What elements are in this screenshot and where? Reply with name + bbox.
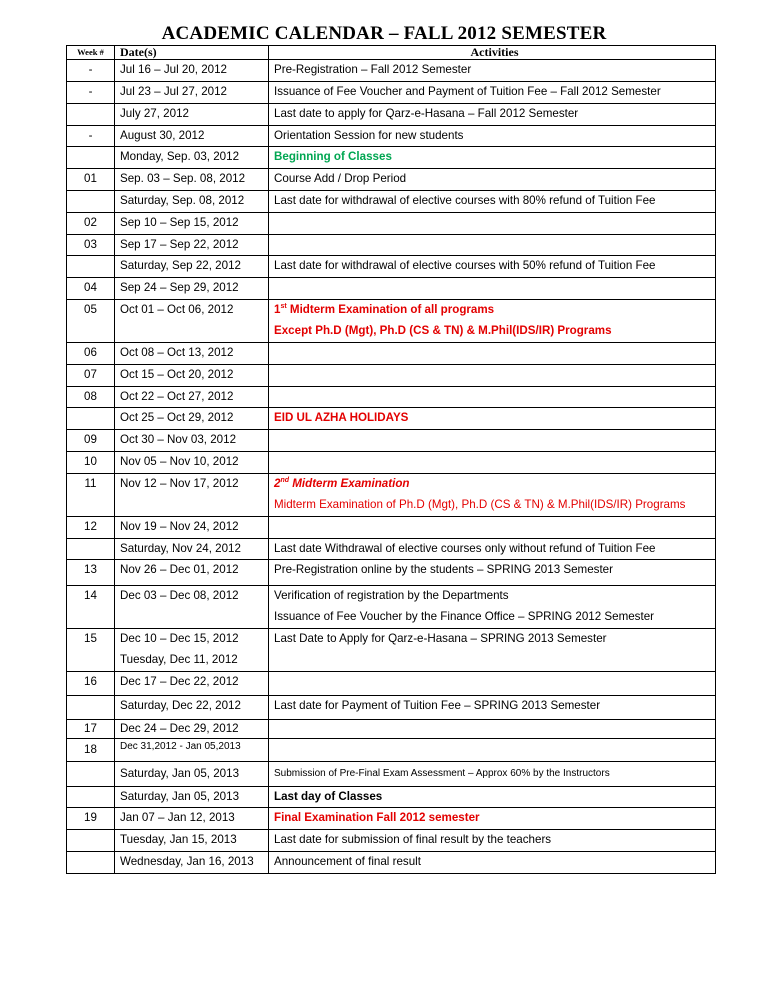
table-header-row xyxy=(67,46,716,60)
table-row xyxy=(67,473,716,516)
date-cell: Dec 31,2012 - Jan 05,2013 xyxy=(115,738,269,761)
week-cell: 11 xyxy=(67,473,115,516)
date-cell: Sep 10 – Sep 15, 2012 xyxy=(115,212,269,234)
activity-cell: Last date for submission of final result by the teachers xyxy=(269,830,716,852)
activity-cell: EID UL AZHA HOLIDAYS xyxy=(269,408,716,430)
date-cell xyxy=(115,628,269,671)
activity-cell: Submission of Pre-Final Exam Assessment – Approx 60% by the Instructors xyxy=(269,761,716,786)
table-row xyxy=(67,451,716,473)
activity-cell: Issuance of Fee Voucher and Payment of Tuition Fee – Fall 2012 Semester xyxy=(269,81,716,103)
date-cell: Jan 07 – Jan 12, 2013 xyxy=(115,808,269,830)
date-cell: Sep. 03 – Sep. 08, 2012 xyxy=(115,169,269,191)
date-cell: Saturday, Dec 22, 2012 xyxy=(115,695,269,719)
date-cell: Oct 30 – Nov 03, 2012 xyxy=(115,430,269,452)
date-cell: Dec 03 – Dec 08, 2012 xyxy=(115,586,269,629)
table-row xyxy=(67,364,716,386)
activity-cell: Final Examination Fall 2012 semester xyxy=(269,808,716,830)
week-cell: 10 xyxy=(67,451,115,473)
table-row xyxy=(67,386,716,408)
table-row xyxy=(67,830,716,852)
calendar-table xyxy=(66,45,716,874)
activity-cell xyxy=(269,473,716,516)
date-cell: Wednesday, Jan 16, 2013 xyxy=(115,851,269,873)
activity-cell xyxy=(269,386,716,408)
week-cell xyxy=(67,761,115,786)
date-cell: Sep 24 – Sep 29, 2012 xyxy=(115,278,269,300)
week-cell: - xyxy=(67,125,115,147)
activity-cell: Last date for withdrawal of elective courses with 50% refund of Tuition Fee xyxy=(269,256,716,278)
table-row xyxy=(67,190,716,212)
table-row xyxy=(67,586,716,629)
week-cell: 07 xyxy=(67,364,115,386)
table-row xyxy=(67,342,716,364)
table-row xyxy=(67,430,716,452)
date-cell: Jul 16 – Jul 20, 2012 xyxy=(115,60,269,82)
table-row xyxy=(67,408,716,430)
date-cell: Oct 22 – Oct 27, 2012 xyxy=(115,386,269,408)
date-cell: Oct 25 – Oct 29, 2012 xyxy=(115,408,269,430)
week-cell: 12 xyxy=(67,516,115,538)
week-cell: 04 xyxy=(67,278,115,300)
activity-cell xyxy=(269,671,716,695)
table-row xyxy=(67,103,716,125)
table-row xyxy=(67,738,716,761)
table-row xyxy=(67,256,716,278)
table-row xyxy=(67,212,716,234)
activity-cell xyxy=(269,430,716,452)
activity-cell xyxy=(269,738,716,761)
table-row xyxy=(67,786,716,808)
table-row xyxy=(67,169,716,191)
week-cell xyxy=(67,190,115,212)
date-cell: Saturday, Sep 22, 2012 xyxy=(115,256,269,278)
date-cell: Saturday, Sep. 08, 2012 xyxy=(115,190,269,212)
activity-line: Verification of registration by the Departments xyxy=(274,589,509,603)
table-row xyxy=(67,538,716,560)
week-cell: 06 xyxy=(67,342,115,364)
date-cell: August 30, 2012 xyxy=(115,125,269,147)
date-cell: Saturday, Jan 05, 2013 xyxy=(115,786,269,808)
ordinal-number: 2 xyxy=(274,476,281,490)
activity-text: Midterm Examination xyxy=(289,476,410,490)
ordinal-suffix: st xyxy=(280,303,287,311)
activity-cell: Announcement of final result xyxy=(269,851,716,873)
activity-cell: Beginning of Classes xyxy=(269,147,716,169)
date-line-2: Tuesday, Dec 11, 2012 xyxy=(120,652,238,666)
week-cell: 18 xyxy=(67,738,115,761)
activity-cell xyxy=(269,278,716,300)
table-row xyxy=(67,560,716,586)
week-cell xyxy=(67,147,115,169)
dates-header: Date(s) xyxy=(115,46,269,60)
date-cell: Saturday, Nov 24, 2012 xyxy=(115,538,269,560)
week-cell xyxy=(67,695,115,719)
activity-cell xyxy=(269,342,716,364)
date-cell: Nov 19 – Nov 24, 2012 xyxy=(115,516,269,538)
table-row xyxy=(67,808,716,830)
activity-cell xyxy=(269,516,716,538)
date-cell: Dec 17 – Dec 22, 2012 xyxy=(115,671,269,695)
activity-cell xyxy=(269,364,716,386)
week-cell xyxy=(67,830,115,852)
date-cell: July 27, 2012 xyxy=(115,103,269,125)
activity-line xyxy=(274,474,715,495)
date-cell: Oct 01 – Oct 06, 2012 xyxy=(115,299,269,342)
table-row xyxy=(67,81,716,103)
table-row xyxy=(67,125,716,147)
week-cell xyxy=(67,851,115,873)
table-row xyxy=(67,299,716,342)
activity-cell xyxy=(269,719,716,738)
activity-line xyxy=(274,300,715,321)
table-row xyxy=(67,234,716,256)
activity-cell: Last Date to Apply for Qarz-e-Hasana – SPRING 2013 Semester xyxy=(269,628,716,671)
week-cell: 09 xyxy=(67,430,115,452)
week-cell: - xyxy=(67,60,115,82)
activity-cell: Last date for Payment of Tuition Fee – SPRING 2013 Semester xyxy=(269,695,716,719)
date-cell: Dec 24 – Dec 29, 2012 xyxy=(115,719,269,738)
week-cell xyxy=(67,786,115,808)
date-cell: Nov 26 – Dec 01, 2012 xyxy=(115,560,269,586)
week-cell: 03 xyxy=(67,234,115,256)
week-cell: 01 xyxy=(67,169,115,191)
table-row xyxy=(67,516,716,538)
table-row xyxy=(67,671,716,695)
date-cell: Oct 15 – Oct 20, 2012 xyxy=(115,364,269,386)
week-cell: 02 xyxy=(67,212,115,234)
week-cell: 15 xyxy=(67,628,115,671)
week-cell: 08 xyxy=(67,386,115,408)
table-row xyxy=(67,60,716,82)
activity-cell: Last day of Classes xyxy=(269,786,716,808)
activity-cell xyxy=(269,212,716,234)
activity-cell: Last date to apply for Qarz-e-Hasana – Fall 2012 Semester xyxy=(269,103,716,125)
date-cell: Jul 23 – Jul 27, 2012 xyxy=(115,81,269,103)
activity-cell xyxy=(269,299,716,342)
activity-cell: Orientation Session for new students xyxy=(269,125,716,147)
activity-cell xyxy=(269,234,716,256)
table-row xyxy=(67,147,716,169)
table-row xyxy=(67,695,716,719)
activity-cell: Pre-Registration – Fall 2012 Semester xyxy=(269,60,716,82)
week-cell: 05 xyxy=(67,299,115,342)
ordinal-number: 1 xyxy=(274,302,281,316)
activity-cell: Last date Withdrawal of elective courses only without refund of Tuition Fee xyxy=(269,538,716,560)
activity-line-2: Except Ph.D (Mgt), Ph.D (CS & TN) & M.Phil(IDS/IR) Programs xyxy=(274,323,612,337)
week-cell xyxy=(67,103,115,125)
date-cell: Tuesday, Jan 15, 2013 xyxy=(115,830,269,852)
activity-cell xyxy=(269,586,716,629)
week-cell xyxy=(67,408,115,430)
week-cell: 14 xyxy=(67,586,115,629)
table-row xyxy=(67,628,716,671)
date-line: Dec 10 – Dec 15, 2012 xyxy=(120,631,239,645)
date-cell: Oct 08 – Oct 13, 2012 xyxy=(115,342,269,364)
week-cell: - xyxy=(67,81,115,103)
page-title: ACADEMIC CALENDAR – FALL 2012 SEMESTER xyxy=(161,23,607,44)
ordinal-suffix: nd xyxy=(280,476,290,484)
activities-header: Activities xyxy=(269,46,716,60)
activity-cell xyxy=(269,451,716,473)
table-row xyxy=(67,851,716,873)
week-cell: 16 xyxy=(67,671,115,695)
activity-cell: Last date for withdrawal of elective courses with 80% refund of Tuition Fee xyxy=(269,190,716,212)
date-cell: Saturday, Jan 05, 2013 xyxy=(115,761,269,786)
date-cell: Monday, Sep. 03, 2012 xyxy=(115,147,269,169)
activity-cell: Course Add / Drop Period xyxy=(269,169,716,191)
activity-line-2: Issuance of Fee Voucher by the Finance Office – SPRING 2012 Semester xyxy=(274,610,655,624)
date-cell: Nov 12 – Nov 17, 2012 xyxy=(115,473,269,516)
week-cell: 13 xyxy=(67,560,115,586)
week-cell xyxy=(67,538,115,560)
date-cell: Nov 05 – Nov 10, 2012 xyxy=(115,451,269,473)
activity-cell: Pre-Registration online by the students – SPRING 2013 Semester xyxy=(269,560,716,586)
week-cell xyxy=(67,256,115,278)
table-row xyxy=(67,761,716,786)
activity-line-2: Midterm Examination of Ph.D (Mgt), Ph.D (CS & TN) & M.Phil(IDS/IR) Programs xyxy=(274,497,686,511)
activity-text: Midterm Examination of all programs xyxy=(286,302,495,316)
table-row xyxy=(67,719,716,738)
week-cell: 17 xyxy=(67,719,115,738)
table-row xyxy=(67,278,716,300)
week-cell: 19 xyxy=(67,808,115,830)
date-cell: Sep 17 – Sep 22, 2012 xyxy=(115,234,269,256)
week-header: Week # xyxy=(67,46,115,60)
